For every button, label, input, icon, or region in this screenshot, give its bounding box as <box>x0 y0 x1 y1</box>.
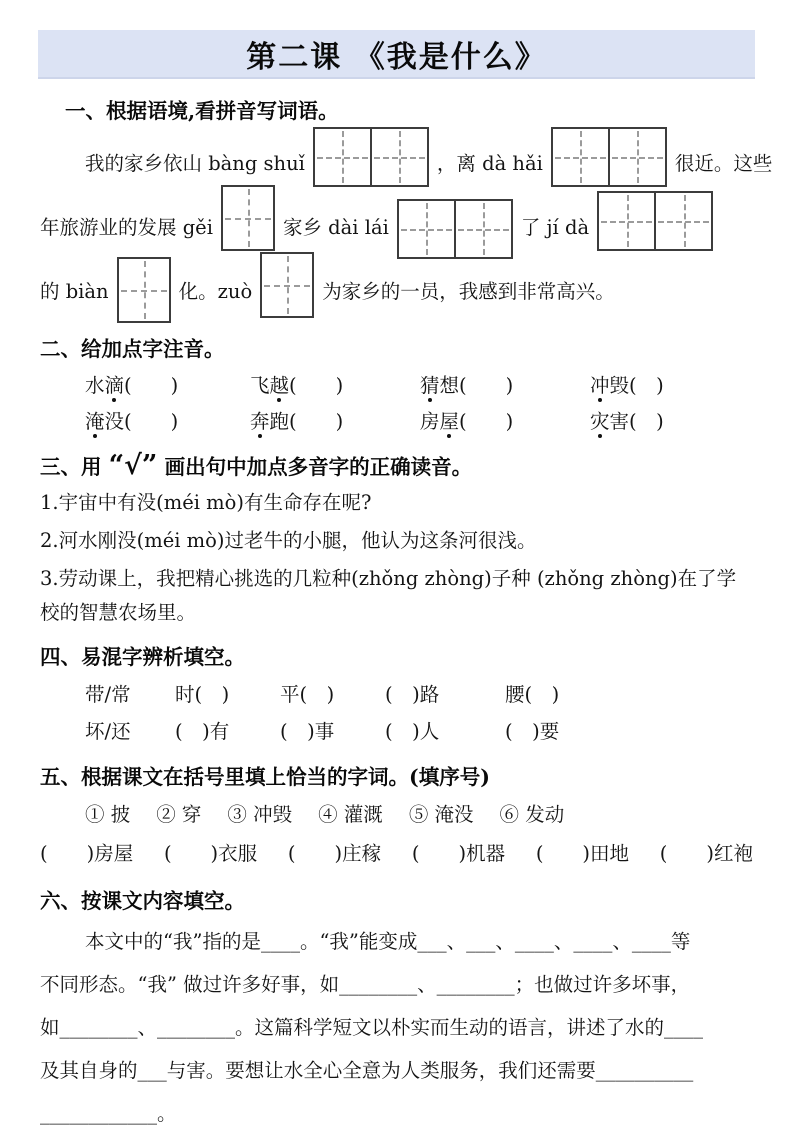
tianzige-box-double <box>597 191 713 251</box>
tianzige-box-single <box>260 252 314 318</box>
blank-item: ( )机器 <box>411 842 506 865</box>
fill-cell: ( )路 <box>385 683 440 706</box>
tianzige-box-double <box>313 127 429 187</box>
confusable-row-2 <box>40 713 753 750</box>
blank-list <box>40 834 753 874</box>
option-item: ④ 灌溉 <box>318 803 383 826</box>
section-3-heading <box>40 450 753 480</box>
tianzige-cell <box>553 129 608 185</box>
text-run: 化。zuò <box>178 280 253 303</box>
text-run: 的 biàn <box>40 280 109 303</box>
fill-cell: ( )事 <box>280 720 335 743</box>
heading-text: 画出句中加点多音字的正确读音。 <box>164 455 473 479</box>
worksheet-content <box>40 84 773 1135</box>
pinyin-line-2 <box>40 194 753 258</box>
word-part: 想 <box>439 374 460 397</box>
sentence-item: 1.宇宙中有没(méi mò)有生命存在呢? <box>40 491 372 514</box>
tianzige-box-single <box>117 257 171 323</box>
option-item: ⑤ 淹没 <box>408 803 474 826</box>
word-item <box>85 404 250 440</box>
blank-item: ( )庄稼 <box>287 842 382 865</box>
section-1-heading: 一、根据语境,看拼音写词语。 <box>65 99 339 123</box>
section-5-heading: 五、根据课文在括号里填上恰当的字词。(填序号) <box>40 765 490 789</box>
blank-item: ( )衣服 <box>163 842 258 865</box>
fill-cell: 平( ) <box>280 683 335 706</box>
text-run: 家乡 dài lái <box>282 216 389 239</box>
tianzige-cell <box>654 193 711 249</box>
answer-blank: ( ) <box>289 374 344 397</box>
word-item <box>590 404 753 440</box>
lesson-title-band <box>38 30 755 79</box>
text-run: ，离 dà hǎi <box>436 152 543 175</box>
word-item <box>590 368 753 404</box>
word-part: 跑 <box>269 410 290 433</box>
fill-cell: ( )人 <box>385 720 440 743</box>
option-item: ② 穿 <box>156 803 202 826</box>
tianzige-box-double <box>551 127 667 187</box>
answer-blank: ( ) <box>124 410 179 433</box>
section-2-heading: 二、给加点字注音。 <box>40 337 225 361</box>
word-item <box>420 368 590 404</box>
cloze-line: 如________、________。这篇科学短文以朴实而生动的语言，讲述了水的____ <box>40 1016 704 1039</box>
heading-text: 三、用 <box>40 455 102 479</box>
fill-cell: ( )有 <box>175 720 230 743</box>
word-part: 没 <box>104 410 125 433</box>
word-part: 房 <box>420 410 440 433</box>
tianzige-box-double <box>397 199 513 259</box>
fill-cell: 时( ) <box>175 683 230 706</box>
sentence-item: 2.河水刚没(méi mò)过老牛的小腿，他认为这条河很浅。 <box>40 529 537 552</box>
word-part: 水 <box>85 374 105 397</box>
tianzige-cell <box>370 129 427 185</box>
tianzige-cell <box>608 129 665 185</box>
tianzige-cell <box>223 187 273 249</box>
dotted-char: 猜 <box>420 374 440 397</box>
char-pair-label: 坏/还 <box>85 720 131 743</box>
dotted-char: 冲 <box>590 374 610 397</box>
tianzige-cell <box>399 201 454 257</box>
fill-cell: ( )要 <box>505 720 560 743</box>
cloze-line: 本文中的“我”指的是____。“我”能变成___、___、____、____、____等 <box>85 930 691 953</box>
text-run: 为家乡的一员，我感到非常高兴。 <box>322 280 615 303</box>
word-item <box>250 404 420 440</box>
pinyin-line-1 <box>40 130 773 194</box>
annotate-row-1 <box>40 368 753 404</box>
dotted-char: 灾 <box>590 410 610 433</box>
section-4-heading: 四、易混字辨析填空。 <box>40 645 245 669</box>
tianzige-cell <box>119 259 169 321</box>
dotted-char: 滴 <box>104 374 125 397</box>
tianzige-cell <box>262 254 312 316</box>
blank-item: ( )田地 <box>535 842 630 865</box>
option-item: ⑥ 发动 <box>499 803 565 826</box>
pinyin-line-3 <box>40 258 753 322</box>
dotted-char: 淹 <box>85 410 105 433</box>
answer-blank: ( ) <box>459 410 514 433</box>
answer-blank: ( ) <box>289 410 344 433</box>
option-item: ① 披 <box>85 803 131 826</box>
char-pair-label: 带/常 <box>85 683 131 706</box>
answer-blank: ( ) <box>629 410 664 433</box>
confusable-row-1 <box>40 676 753 713</box>
option-list <box>40 796 753 834</box>
blank-item: ( )红袍 <box>659 842 753 865</box>
answer-blank: ( ) <box>459 374 514 397</box>
tianzige-cell <box>454 201 511 257</box>
dotted-char: 奔 <box>250 410 270 433</box>
tianzige-box-single <box>221 185 275 251</box>
word-part: 毁 <box>609 374 630 397</box>
cloze-line: ____________。 <box>40 1102 177 1125</box>
word-item <box>85 368 250 404</box>
sentence-item: 3.劳动课上，我把精心挑选的几粒种(zhǒng zhòng)子种 (zhǒng zhòng)在了学校的智慧农场里。 <box>40 567 737 624</box>
answer-blank: ( ) <box>124 374 179 397</box>
blank-item: ( )房屋 <box>40 842 134 865</box>
text-run: 了 jí dà <box>520 216 590 239</box>
tianzige-cell <box>315 129 370 185</box>
dotted-char: 屋 <box>439 410 460 433</box>
tianzige-cell <box>599 193 654 249</box>
fill-cell: 腰( ) <box>505 683 560 706</box>
word-part: 飞 <box>250 374 270 397</box>
word-part: 害 <box>609 410 630 433</box>
section-6-heading: 六、按课文内容填空。 <box>40 889 245 913</box>
dotted-char: 越 <box>269 374 290 397</box>
word-item <box>420 404 590 440</box>
answer-blank: ( ) <box>629 374 664 397</box>
word-item <box>250 368 420 404</box>
text-run: 很近。这些 <box>674 152 773 175</box>
check-mark: “√” <box>108 450 158 481</box>
cloze-line: 及其自身的___与害。要想让水全心全意为人类服务，我们还需要__________ <box>40 1059 694 1082</box>
text-run: 年旅游业的发展 gěi <box>40 216 213 239</box>
page-title: 第二课 《我是什么》 <box>246 39 547 75</box>
option-item: ③ 冲毁 <box>227 803 293 826</box>
annotate-row-2 <box>40 404 753 440</box>
text-run: 我的家乡依山 bàng shuǐ <box>85 152 305 175</box>
cloze-line: 不同形态。“我” 做过许多好事，如________、________；也做过许多坏事， <box>40 973 691 996</box>
